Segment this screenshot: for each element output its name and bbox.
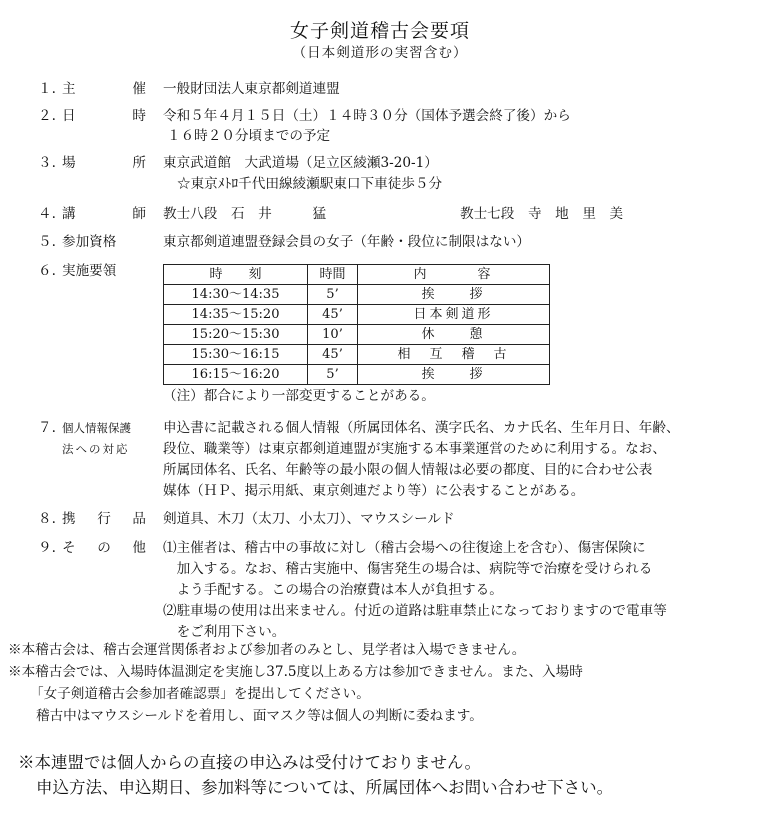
cell-content: 挨 拶 (358, 365, 550, 385)
other-line-3: よう手配する。この場合の治療費は本人が負担する。 (163, 582, 503, 598)
label-char: そ (62, 540, 76, 556)
item-number: ４. (38, 206, 56, 222)
other-line-5: をご利用下さい。 (163, 624, 286, 640)
cell-time: 14:35～15:20 (164, 305, 308, 325)
label-char: 催 (132, 81, 146, 97)
label-char: 師 (132, 206, 146, 222)
item-label (62, 542, 146, 556)
table-row (164, 285, 550, 305)
belongings-value: 剣道具、木刀（太刀、小太刀）、マウスシールド (163, 511, 455, 527)
item-number: ９. (38, 540, 56, 556)
item-number: ７. (38, 420, 56, 436)
cell-duration: 45’ (308, 345, 358, 365)
cell-duration: 10’ (308, 325, 358, 345)
cell-time: 15:30～16:15 (164, 345, 308, 365)
item-label (62, 208, 146, 222)
item-label (62, 513, 146, 527)
table-row (164, 305, 550, 325)
venue-line-2: ☆東京ﾒﾄﾛ千代田線綾瀬駅東口下車徒歩５分 (177, 176, 443, 192)
label-char: 日 (62, 108, 76, 124)
page-subtitle: （日本剣道形の実習含む） (292, 45, 468, 61)
item-label-line-2: 法への対応 (62, 442, 130, 456)
cell-content: 相 互 稽 古 (358, 345, 550, 365)
item-label: 参加資格 (62, 234, 117, 250)
item-label (62, 83, 146, 97)
item-label-line-1: 個人情報保護 (62, 421, 131, 435)
note-spectators: ※本稽古会は、稽古会運営関係者および参加者のみとし、見学者は入場できません。 (8, 642, 526, 658)
instructor-1: 教士八段 石 井 猛 (163, 206, 327, 222)
page-title: 女子剣道稽古会要項 (289, 20, 470, 42)
schedule-note: （注）都合により一部変更することがある。 (163, 388, 435, 404)
label-char: 携 (62, 511, 76, 527)
footer-contact: 申込方法、申込期日、参加料等については、所属団体へお問い合わせ下さい。 (36, 778, 614, 797)
cell-time: 16:15～16:20 (164, 365, 308, 385)
other-line-1: ⑴主催者は、稽古中の事故に対し（稽古会場への往復途上を含む）、傷害保険に (163, 540, 646, 556)
note-mouth-shield: 稽古中はマウスシールドを着用し、面マスク等は個人の判断に委ねます。 (36, 708, 483, 724)
cell-content: 休 憩 (358, 325, 550, 345)
cell-time: 14:30～14:35 (164, 285, 308, 305)
cell-time: 15:20～15:30 (164, 325, 308, 345)
item-number: ２. (38, 108, 56, 124)
venue-line-1: 東京武道館 大武道場（足立区綾瀬3-20-1） (163, 155, 438, 171)
label-char: 場 (62, 155, 76, 171)
table-row (164, 325, 550, 345)
instructor-2: 教士七段 寺 地 里 美 (460, 206, 624, 222)
label-char: 所 (132, 155, 146, 171)
cell-content: 挨 拶 (358, 285, 550, 305)
datetime-line-2: １６時２０分頃までの予定 (167, 128, 331, 144)
label-char: の (97, 540, 111, 556)
note-temperature: ※本稽古会では、入場時体温測定を実施し37.5度以上ある方は参加できません。また、入場時 (8, 664, 583, 680)
eligibility-value: 東京都剣道連盟登録会員の女子（年齢・段位に制限はない） (163, 234, 531, 250)
footer-no-individual: ※本連盟では個人からの直接の申込みは受付けておりません。 (18, 753, 481, 772)
cell-duration: 5’ (308, 285, 358, 305)
label-char: 時 (132, 108, 146, 124)
header-time: 時 刻 (164, 265, 308, 285)
item-number: ６. (38, 263, 56, 279)
table-row (164, 345, 550, 365)
item-number: ３. (38, 155, 56, 171)
schedule-table (163, 264, 550, 385)
cell-content: 日本剣道形 (358, 305, 550, 325)
privacy-line-3: 所属団体名、氏名、年齢等の最小限の個人情報は必要の都度、目的に合わせ公表 (163, 462, 653, 478)
organizer-value: 一般財団法人東京都剣道連盟 (163, 81, 340, 97)
other-line-2: 加入する。なお、稽古実施中、傷害発生の場合は、病院等で治療を受けられる (163, 561, 653, 577)
label-char: 講 (62, 206, 76, 222)
label-char: 主 (62, 81, 76, 97)
item-number: １. (38, 81, 56, 97)
label-char: 行 (97, 511, 111, 527)
cell-duration: 5’ (308, 365, 358, 385)
item-label (62, 157, 146, 171)
schedule-header-row (164, 265, 550, 285)
other-line-4: ⑵駐車場の使用は出来ません。付近の道路は駐車禁止になっておりますので電車等 (163, 603, 667, 619)
privacy-line-2: 段位、職業等）は東京都剣道連盟が実施する本事業運営のために利用する。なお、 (163, 441, 666, 457)
item-number: ８. (38, 511, 56, 527)
note-form: 「女子剣道稽古会参加者確認票」を提出してください。 (30, 686, 370, 702)
header-duration: 時間 (308, 265, 358, 285)
item-label: 実施要領 (62, 263, 117, 279)
cell-duration: 45’ (308, 305, 358, 325)
item-label (62, 110, 146, 124)
table-row (164, 365, 550, 385)
privacy-line-1: 申込書に記載される個人情報（所属団体名、漢字氏名、カナ氏名、生年月日、年齢、 (163, 420, 680, 436)
item-number: ５. (38, 234, 56, 250)
datetime-line-1: 令和５年４月１５日（土）１４時３０分（国体予選会終了後）から (163, 108, 571, 124)
privacy-line-4: 媒体（ＨＰ、掲示用紙、東京剣連だより等）に公表することがある。 (163, 483, 585, 499)
label-char: 品 (132, 511, 146, 527)
header-content: 内 容 (358, 265, 550, 285)
label-char: 他 (132, 540, 146, 556)
